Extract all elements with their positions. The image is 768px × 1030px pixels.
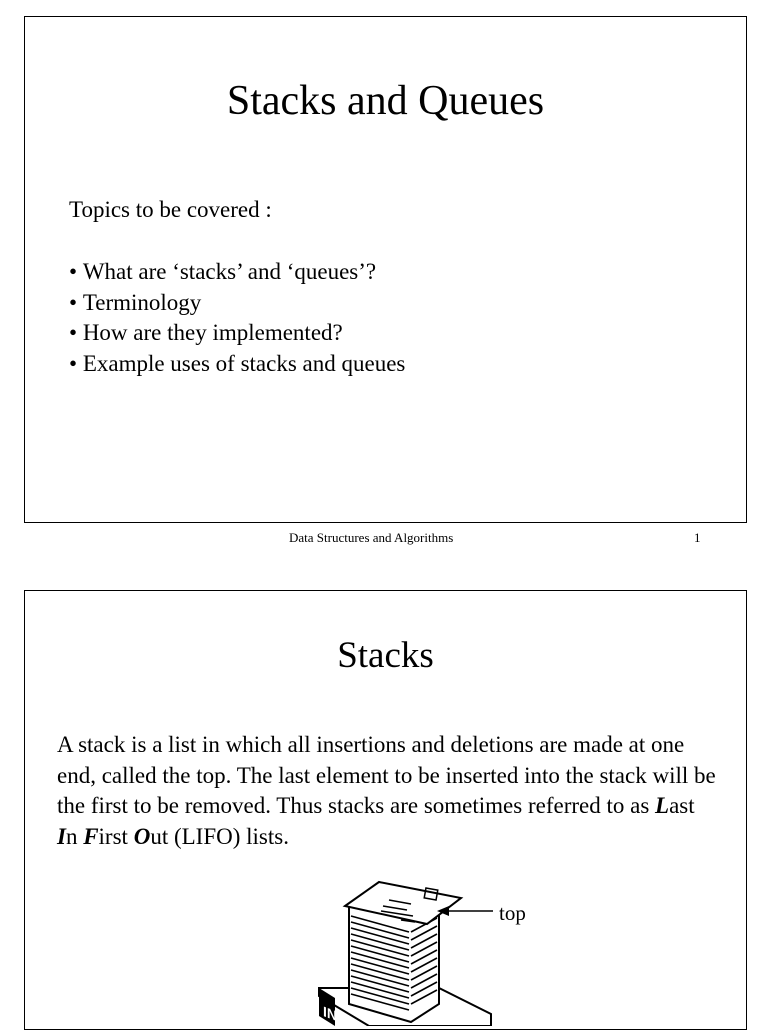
slide-1 xyxy=(24,16,747,523)
paper-stack-illustration xyxy=(315,876,495,1026)
topic-list xyxy=(69,257,405,379)
slide-title: Stacks and Queues xyxy=(226,78,545,124)
slide-title: Stacks xyxy=(337,635,434,676)
list-item: • What are ‘stacks’ and ‘queues’? xyxy=(69,257,405,288)
slide-2 xyxy=(24,590,747,1030)
list-item: • How are they implemented? xyxy=(69,318,405,349)
paragraph-text: A stack is a list in which all insertions and deletions are made at one end, called the top. The last element to be inserted into the stack will be the first to be removed. Thus stacks are sometimes referred to as xyxy=(57,732,716,818)
top-arrow-icon xyxy=(437,903,493,919)
top-label: top xyxy=(499,901,526,925)
stack-definition-paragraph xyxy=(57,730,717,852)
topics-heading: Topics to be covered : xyxy=(69,197,272,222)
paragraph-text: n xyxy=(65,823,84,849)
emphasis-letter: O xyxy=(133,823,151,849)
page-number: 1 xyxy=(694,530,701,545)
paragraph-text: irst xyxy=(98,823,134,849)
paragraph-text: ast xyxy=(669,793,695,818)
footer-course-title: Data Structures and Algorithms xyxy=(289,530,454,545)
list-item: • Terminology xyxy=(69,288,405,319)
emphasis-letter: F xyxy=(83,823,99,849)
emphasis-letter: I xyxy=(57,823,66,849)
paragraph-text: ut (LIFO) lists. xyxy=(150,823,289,849)
tray-label: IN xyxy=(323,1004,337,1025)
emphasis-letter: L xyxy=(655,793,670,818)
list-item: • Example uses of stacks and queues xyxy=(69,349,405,380)
